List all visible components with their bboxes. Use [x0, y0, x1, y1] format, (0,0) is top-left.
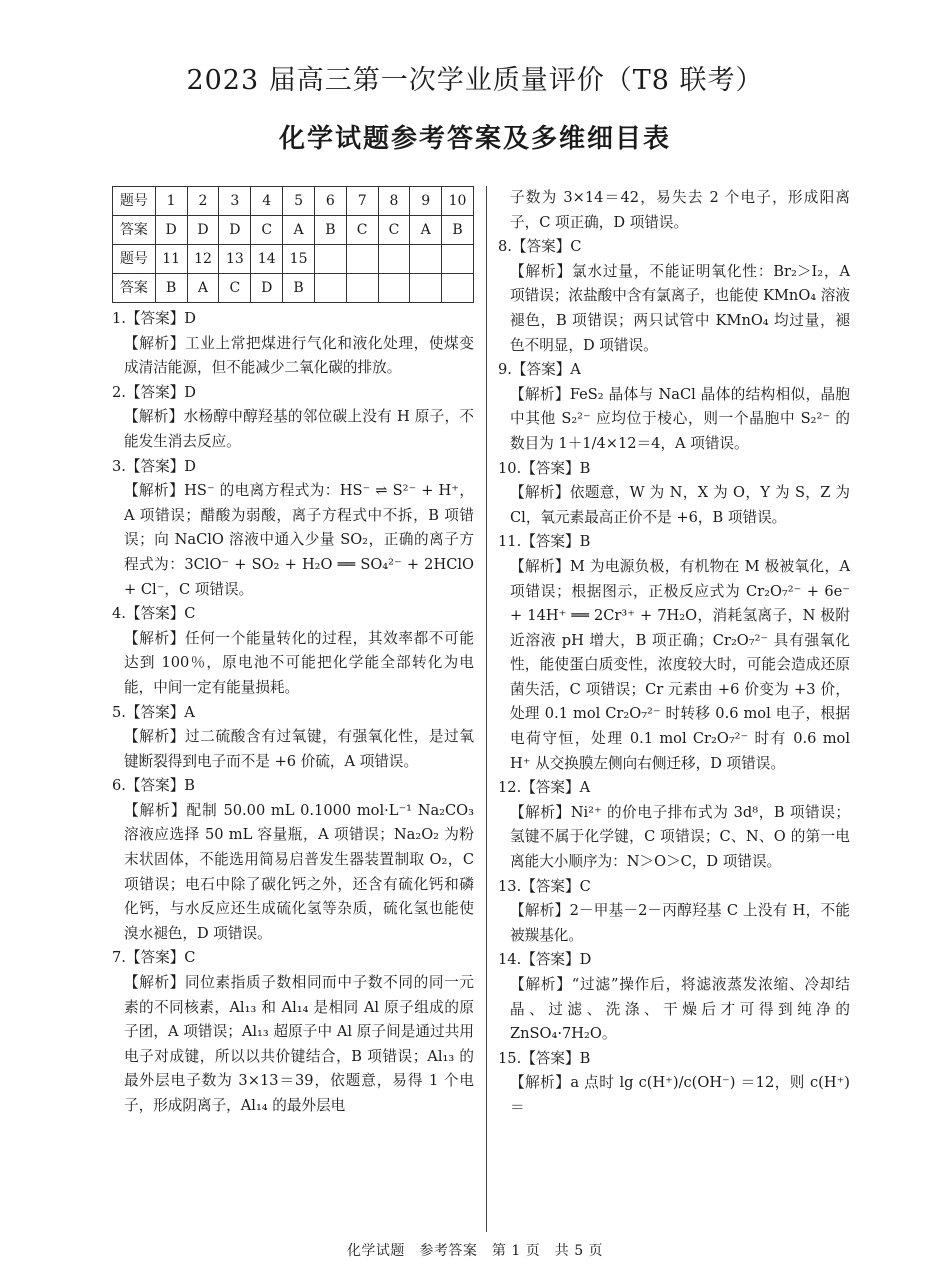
question-item — [112, 602, 474, 700]
page-footer: 化学试题 参考答案 第 1 页 共 5 页 — [346, 1243, 604, 1259]
explanation-text: 【解析】FeS₂ 晶体与 NaCl 晶体的结构相似，晶胞中其他 S₂²⁻ 应均位于棱心，则一个晶胞中 S₂²⁻ 的数目为 1＋1/4×12＝4，A 项错误。 — [510, 385, 850, 452]
answer-table-cell: C — [346, 216, 378, 245]
explanation-text: 【解析】M 为电源负极，有机物在 M 极被氧化，A 项错误；根据图示，正极反应式为 Cr₂O₇²⁻ + 6e⁻ + 14H⁺ ══ 2Cr³⁺ + 7H₂O，消耗氢离子，N 极附近溶液 pH 增大，B 项正确；Cr₂O₇²⁻ 具有强氧化性，能使蛋白质变性，浓度较大时，可能会造成还原菌失活，C 项错误；Cr 元素由 +6 价变为 +3 价，处理 0.1 mol Cr₂O₇²⁻ 时转移 0.6 mol 电子，根据电荷守恒，处理 0.1 mol Cr₂O₇²⁻ 时有 0.6 mol H⁺ 从交换膜左侧向右侧迁移，D 项错误。 — [510, 557, 850, 772]
answer-table-row-label: 答案 — [113, 216, 156, 245]
answer-table-cell — [410, 274, 442, 303]
question-item — [112, 701, 474, 775]
answer-table-cell: B — [315, 216, 347, 245]
answer-table-cell: A — [187, 274, 219, 303]
answer-table-cell — [346, 274, 378, 303]
answer-table-cell: 15 — [283, 245, 315, 274]
answer-table-cell — [346, 245, 378, 274]
answer-table-cell: B — [442, 216, 474, 245]
answer-table — [112, 186, 474, 303]
answer-table-cell — [378, 274, 410, 303]
question-item — [498, 776, 850, 874]
explanation-text: 【解析】工业上常把煤进行气化和液化处理，使煤变成清洁能源，但不能减少二氧化碳的排放。 — [124, 334, 474, 377]
answer-table-cell: 4 — [251, 187, 283, 216]
explanation-text: 【解析】过二硫酸含有过氧键，有强氧化性，是过氧键断裂得到电子而不是 +6 价硫，A 项错误。 — [124, 728, 474, 770]
answer-table-row — [113, 245, 474, 274]
answer-table-cell: C — [251, 216, 283, 245]
answer-table-cell: A — [283, 216, 315, 245]
answer-table-cell: 13 — [219, 245, 251, 274]
answer-table-row — [113, 187, 474, 216]
answer-table-cell: 11 — [155, 245, 187, 274]
explanation-text: 【解析】依题意，W 为 N，X 为 O，Y 为 S，Z 为 Cl，氧元素最高正价不是 +6，B 项错误。 — [510, 484, 850, 526]
answer-table-cell: B — [283, 274, 315, 303]
answer-label: 4.【答案】C — [112, 605, 196, 623]
explanation-text: 【解析】同位素指质子数相同而中子数不同的同一元素的不同核素，Al₁₃ 和 Al₁₄ 是相同 Al 原子组成的原子团，A 项错误；Al₁₃ 超原子中 Al 原子间是通过共用电子对成键，所以以共价键结合，B 项错误；Al₁₃ 的最外层电子数为 3×13＝39，依题意，易得 1 个电子，形成阴离子，Al₁₄ 的最外层电 — [124, 974, 474, 1114]
answer-table-cell: A — [410, 216, 442, 245]
answer-label: 12.【答案】A — [498, 779, 591, 797]
page-title: 2023 届高三第一次学业质量评价（T8 联考） — [186, 65, 764, 96]
question-item — [498, 457, 850, 531]
answer-label: 14.【答案】D — [498, 951, 592, 969]
question-item — [112, 307, 474, 381]
answer-table-row — [113, 216, 474, 245]
answer-table-cell: 14 — [251, 245, 283, 274]
explanation-text: 【解析】“过滤”操作后，将滤液蒸发浓缩、冷却结晶、过滤、洗涤、干燥后才可得到纯净的 ZnSO₄·7H₂O。 — [510, 976, 850, 1043]
answer-table-row-label: 答案 — [113, 274, 156, 303]
answer-table-cell — [410, 245, 442, 274]
right-column — [498, 186, 850, 1121]
answer-label: 3.【答案】D — [112, 457, 196, 475]
answer-table-cell — [442, 274, 474, 303]
answer-table-cell: 3 — [219, 187, 251, 216]
question-item — [498, 358, 850, 456]
column-divider — [486, 186, 487, 1232]
explanation-text: 【解析】水杨醇中醇羟基的邻位碳上没有 H 原子，不能发生消去反应。 — [124, 408, 474, 450]
answer-table-cell: C — [219, 274, 251, 303]
answer-label: 5.【答案】A — [112, 703, 195, 721]
answer-table-cell — [442, 245, 474, 274]
answer-table-cell: D — [187, 216, 219, 245]
answer-label: 8.【答案】C — [498, 238, 582, 256]
answer-table-cell: 8 — [378, 187, 410, 216]
question-item — [112, 455, 474, 603]
answer-table-cell: D — [155, 216, 187, 245]
answer-table-cell: 6 — [315, 187, 347, 216]
answer-table-row-label: 题号 — [113, 245, 156, 274]
answer-label: 1.【答案】D — [112, 310, 196, 327]
answer-label: 6.【答案】B — [112, 777, 196, 795]
answer-label: 10.【答案】B — [498, 459, 591, 477]
answer-table-cell: B — [155, 274, 187, 303]
explanation-text: 【解析】Ni²⁺ 的价电子排布式为 3d⁸，B 项错误；氢键不属于化学键，C 项错误；C、N、O 的第一电离能大小顺序为：N＞O＞C，D 项错误。 — [510, 803, 850, 871]
answer-table-cell: 2 — [187, 187, 219, 216]
answer-table-row-label: 题号 — [113, 187, 156, 216]
answer-table-cell: 10 — [442, 187, 474, 216]
answer-table-cell: 7 — [346, 187, 378, 216]
answer-label: 13.【答案】C — [498, 877, 591, 895]
answer-table-cell — [378, 245, 410, 274]
question-item — [498, 1047, 850, 1121]
answer-label: 15.【答案】B — [498, 1049, 591, 1067]
answer-table-cell: D — [219, 216, 251, 245]
question-item — [498, 948, 850, 1046]
answer-table-cell: D — [251, 274, 283, 303]
explanation-text: 【解析】氯水过量，不能证明氧化性：Br₂＞I₂，A 项错误；浓盐酸中含有氯离子，也能使 KMnO₄ 溶液褪色，B 项错误；两只试管中 KMnO₄ 均过量，褪色不明显，D 项错误。 — [510, 262, 850, 354]
answer-table-cell — [315, 245, 347, 274]
answer-label: 9.【答案】A — [498, 361, 581, 379]
explanation-text: 【解析】a 点时 lg c(H⁺)/c(OH⁻) ＝12，则 c(H⁺)＝ — [510, 1074, 850, 1116]
answer-table-cell: 5 — [283, 187, 315, 216]
left-items — [112, 307, 474, 1119]
answer-table-cell: C — [378, 216, 410, 245]
question-item — [112, 946, 474, 1118]
question-item — [498, 235, 850, 358]
explanation-text: 【解析】配制 50.00 mL 0.1000 mol·L⁻¹ Na₂CO₃ 溶液应选择 50 mL 容量瓶，A 项错误；Na₂O₂ 为粉末状固体，不能选用简易启普发生器装置制取 O₂，C 项错误；电石中除了碳化钙之外，还含有硫化钙和磷化钙，与水反应还生成硫化氢等杂质，硫化氢也能使溴水褪色，D 项错误。 — [124, 801, 474, 942]
right-items — [498, 235, 850, 1120]
answer-table-cell: 12 — [187, 245, 219, 274]
answer-table-row — [113, 274, 474, 303]
explanation-text: 【解析】任何一个能量转化的过程，其效率都不可能达到 100％，原电池不可能把化学能全部转化为电能，中间一定有能量损耗。 — [124, 629, 474, 696]
answer-table-cell: 1 — [155, 187, 187, 216]
page-subtitle: 化学试题参考答案及多维细目表 — [278, 124, 671, 154]
answer-table-cell: 9 — [410, 187, 442, 216]
answer-label: 2.【答案】D — [112, 383, 196, 401]
continuation-text: 子数为 3×14＝42，易失去 2 个电子，形成阳离子，C 项正确，D 项错误。 — [510, 189, 850, 231]
question-item — [498, 875, 850, 949]
left-column — [112, 186, 474, 1119]
explanation-text: 【解析】2－甲基－2－丙醇羟基 C 上没有 H，不能被羰基化。 — [510, 902, 850, 944]
answer-table-cell — [315, 274, 347, 303]
question-item — [498, 530, 850, 776]
question-item — [112, 381, 474, 455]
answer-label: 7.【答案】C — [112, 949, 196, 967]
answer-label: 11.【答案】B — [498, 533, 591, 551]
question-item — [112, 774, 474, 946]
explanation-text: 【解析】HS⁻ 的电离方程式为：HS⁻ ⇌ S²⁻ + H⁺，A 项错误；醋酸为弱酸，离子方程式中不拆，B 项错误；向 NaClO 溶液中通入少量 SO₂，正确的离子方程式为：3ClO⁻ + SO₂ + H₂O ══ SO₄²⁻ + 2HClO + Cl⁻，C 项错误。 — [124, 482, 474, 598]
